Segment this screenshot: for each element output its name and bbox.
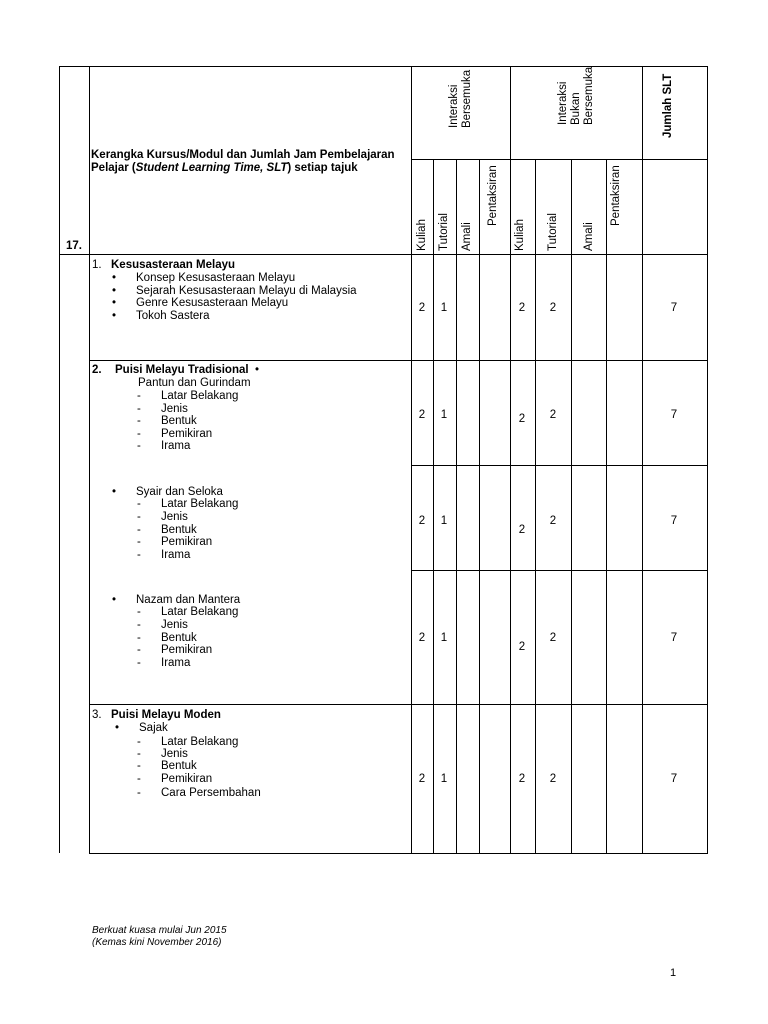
col-kuliah-1: Kuliah [416, 219, 428, 251]
cell-kuliah-2: 2 [518, 524, 526, 536]
col-amali-2: Amali [583, 222, 595, 251]
list-item: - Jenis [137, 619, 188, 631]
list-item: - Bentuk [137, 524, 197, 536]
cell-total: 7 [670, 773, 678, 785]
cell-total: 7 [670, 515, 678, 527]
list-item: - Irama [137, 657, 191, 669]
list-item: - Bentuk [137, 415, 197, 427]
cell-tutorial-2: 2 [549, 773, 557, 785]
cell-tutorial-2: 2 [549, 409, 557, 421]
list-item: - Irama [137, 440, 191, 452]
page-number: 1 [670, 967, 677, 979]
header-title [91, 149, 395, 174]
cell-kuliah-1: 2 [418, 515, 426, 527]
total-slt-header: Jumlah SLT [662, 73, 674, 138]
cell-kuliah-1: 2 [418, 409, 426, 421]
list-item: - Latar Belakang [137, 606, 239, 618]
col-kuliah-2: Kuliah [514, 219, 526, 251]
cell-tutorial-2: 2 [549, 302, 557, 314]
sub-title: • Syair dan Seloka [112, 486, 223, 498]
cell-kuliah-2: 2 [518, 302, 526, 314]
list-item: - Jenis [137, 748, 188, 760]
cell-tutorial-1: 1 [440, 632, 448, 644]
header-title-line1: Kerangka Kursus/Modul dan Jumlah Jam Pembelajaran [91, 149, 395, 161]
cell-kuliah-1: 2 [418, 302, 426, 314]
cell-kuliah-2: 2 [518, 641, 526, 653]
row-heading: 3. Puisi Melayu Moden [92, 709, 221, 721]
list-item: • Sejarah Kesusasteraan Melayu di Malaysia [112, 285, 357, 297]
list-item: - Jenis [137, 511, 188, 523]
group1-header: Interaksi Bersemuka [448, 69, 473, 128]
header-title-line2: Pelajar (Student Learning Time, SLT) setiap tajuk [91, 161, 358, 174]
list-item: - Latar Belakang [137, 498, 239, 510]
col-tutorial-1: Tutorial [438, 213, 450, 251]
cell-kuliah-2: 2 [518, 773, 526, 785]
row-heading: 2. Puisi Melayu Tradisional • [92, 364, 259, 376]
list-item: - Pemikiran [137, 773, 213, 785]
list-item: - Cara Persembahan [137, 787, 261, 799]
cell-tutorial-1: 1 [440, 515, 448, 527]
list-item: - Pemikiran [137, 536, 213, 548]
cell-tutorial-1: 1 [440, 302, 448, 314]
list-item: - Irama [137, 549, 191, 561]
section-number: 17. [66, 240, 82, 252]
group2-header: Interaksi Bukan Bersemuka [557, 66, 595, 125]
list-item: - Pemikiran [137, 428, 213, 440]
col-pentaksiran-1: Pentaksiran [487, 165, 499, 226]
row-heading: 1. Kesusasteraan Melayu [92, 259, 236, 271]
footer-effective-date: Berkuat kuasa mulai Jun 2015 [92, 925, 227, 936]
cell-kuliah-1: 2 [418, 632, 426, 644]
sub-title: • Sajak [115, 722, 168, 734]
list-item: - Latar Belakang [137, 390, 239, 402]
cell-tutorial-2: 2 [549, 515, 557, 527]
sub-title: Pantun dan Gurindam [138, 377, 251, 389]
cell-tutorial-1: 1 [440, 773, 448, 785]
footer-revision: (Kemas kini November 2016) [92, 937, 222, 948]
list-item: • Tokoh Sastera [112, 310, 210, 322]
list-item: - Bentuk [137, 760, 197, 772]
cell-total: 7 [670, 302, 678, 314]
cell-tutorial-1: 1 [440, 409, 448, 421]
cell-tutorial-2: 2 [549, 632, 557, 644]
list-item: - Bentuk [137, 632, 197, 644]
list-item: • Konsep Kesusasteraan Melayu [112, 272, 296, 284]
cell-total: 7 [670, 409, 678, 421]
col-tutorial-2: Tutorial [547, 213, 559, 251]
col-amali-1: Amali [461, 222, 473, 251]
col-pentaksiran-2: Pentaksiran [610, 165, 622, 226]
cell-kuliah-1: 2 [418, 773, 426, 785]
list-item: - Latar Belakang [137, 736, 239, 748]
sub-title: • Nazam dan Mantera [112, 594, 241, 606]
list-item: - Pemikiran [137, 644, 213, 656]
cell-total: 7 [670, 632, 678, 644]
cell-kuliah-2: 2 [518, 413, 526, 425]
list-item: • Genre Kesusasteraan Melayu [112, 297, 289, 309]
list-item: - Jenis [137, 403, 188, 415]
